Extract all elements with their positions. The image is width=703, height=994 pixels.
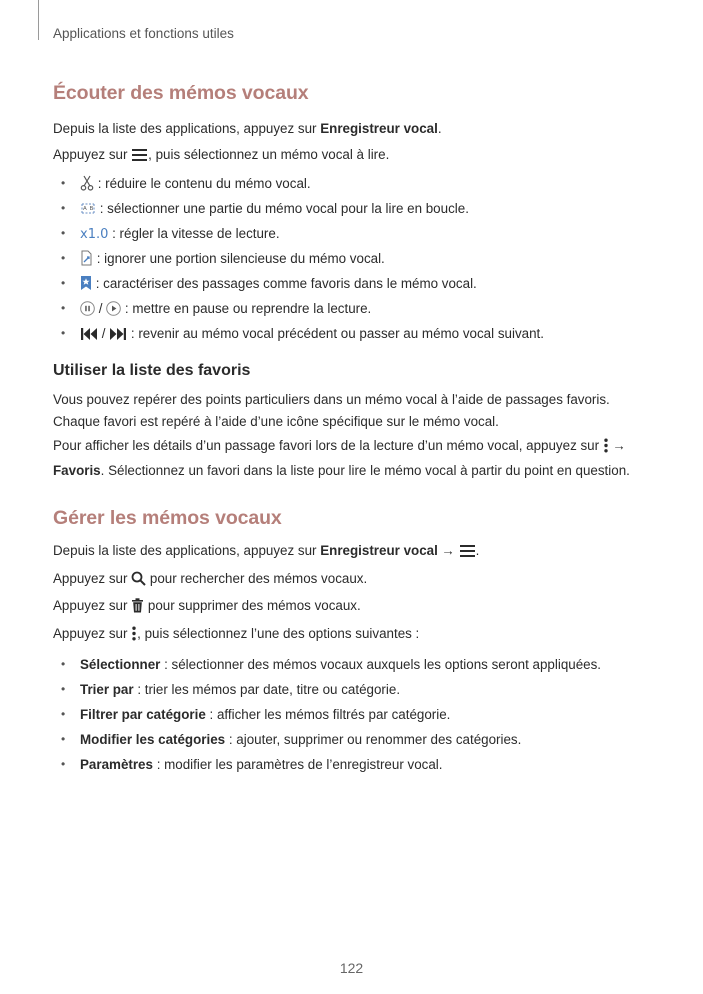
trash-icon <box>131 598 144 620</box>
paragraph: Depuis la liste des applications, appuyez sur Enregistreur vocal. <box>53 121 442 136</box>
margin-rule <box>38 0 39 40</box>
list-item: • A B : sélectionner une partie du mémo vocal pour la lire en boucle. <box>53 196 658 221</box>
paragraph: Pour afficher les détails d’un passage favori lors de la lecture d’un mémo vocal, appuyez sur → Favoris. Sélectionnez un favori dans la liste pour lire le mémo vocal à partir du point en question. <box>53 438 630 478</box>
paragraph: Appuyez sur , puis sélectionnez un mémo vocal à lire. <box>53 144 658 169</box>
list-item: • Modifier les catégories : ajouter, supprimer ou renommer des catégories. <box>61 732 522 747</box>
paragraph: Appuyez sur , puis sélectionnez l’une des options suivantes : <box>53 623 658 648</box>
svg-text:A: A <box>83 206 87 212</box>
svg-text:B: B <box>89 206 94 212</box>
list-item: • / : mettre en pause ou reprendre la lecture. <box>53 296 658 321</box>
previous-icon <box>80 324 98 349</box>
subsection-title-favorites: Utiliser la liste des favoris <box>53 362 251 379</box>
paragraph: Vous pouvez repérer des points particuliers dans un mémo vocal à l’aide de passages favoris. Chaque favori est repéré à l’aide d’une icône spécifique sur le mémo vocal. <box>53 392 610 429</box>
list-item: • : ignorer une portion silencieuse du mémo vocal. <box>53 246 658 271</box>
list-item: • : caractériser des passages comme favoris dans le mémo vocal. <box>53 271 658 296</box>
list-item: • x1.0 : régler la vitesse de lecture. <box>53 221 658 246</box>
section-title-manage: Gérer les mémos vocaux <box>53 507 282 529</box>
search-icon <box>131 571 146 593</box>
list-item: • Sélectionner : sélectionner des mémos vocaux auxquels les options seront appliquées. <box>61 657 602 672</box>
menu-icon <box>131 147 148 169</box>
paragraph: Depuis la liste des applications, appuyez sur Enregistreur vocal → . <box>53 540 658 565</box>
paragraph: Appuyez sur pour rechercher des mémos vocaux. <box>53 568 658 593</box>
list-item: • / : revenir au mémo vocal précédent ou passer au mémo vocal suivant. <box>53 321 658 346</box>
list-item: • Filtrer par catégorie : afficher les mémos filtrés par catégorie. <box>61 707 451 722</box>
options-list <box>53 652 658 777</box>
running-head: Applications et fonctions utiles <box>53 26 234 41</box>
speed-icon: x1.0 <box>80 227 109 242</box>
list-item: • : réduire le contenu du mémo vocal. <box>53 171 658 196</box>
next-icon <box>109 324 127 349</box>
page-content <box>53 82 658 777</box>
section-title-listen: Écouter des mémos vocaux <box>53 82 309 104</box>
playback-controls-list <box>53 171 658 346</box>
paragraph: Appuyez sur pour supprimer des mémos vocaux. <box>53 595 658 620</box>
list-item: • Trier par : trier les mémos par date, titre ou catégorie. <box>61 682 401 697</box>
menu-icon <box>459 543 476 565</box>
page-number: 122 <box>339 960 364 976</box>
list-item: • Paramètres : modifier les paramètres de l’enregistreur vocal. <box>61 757 443 772</box>
